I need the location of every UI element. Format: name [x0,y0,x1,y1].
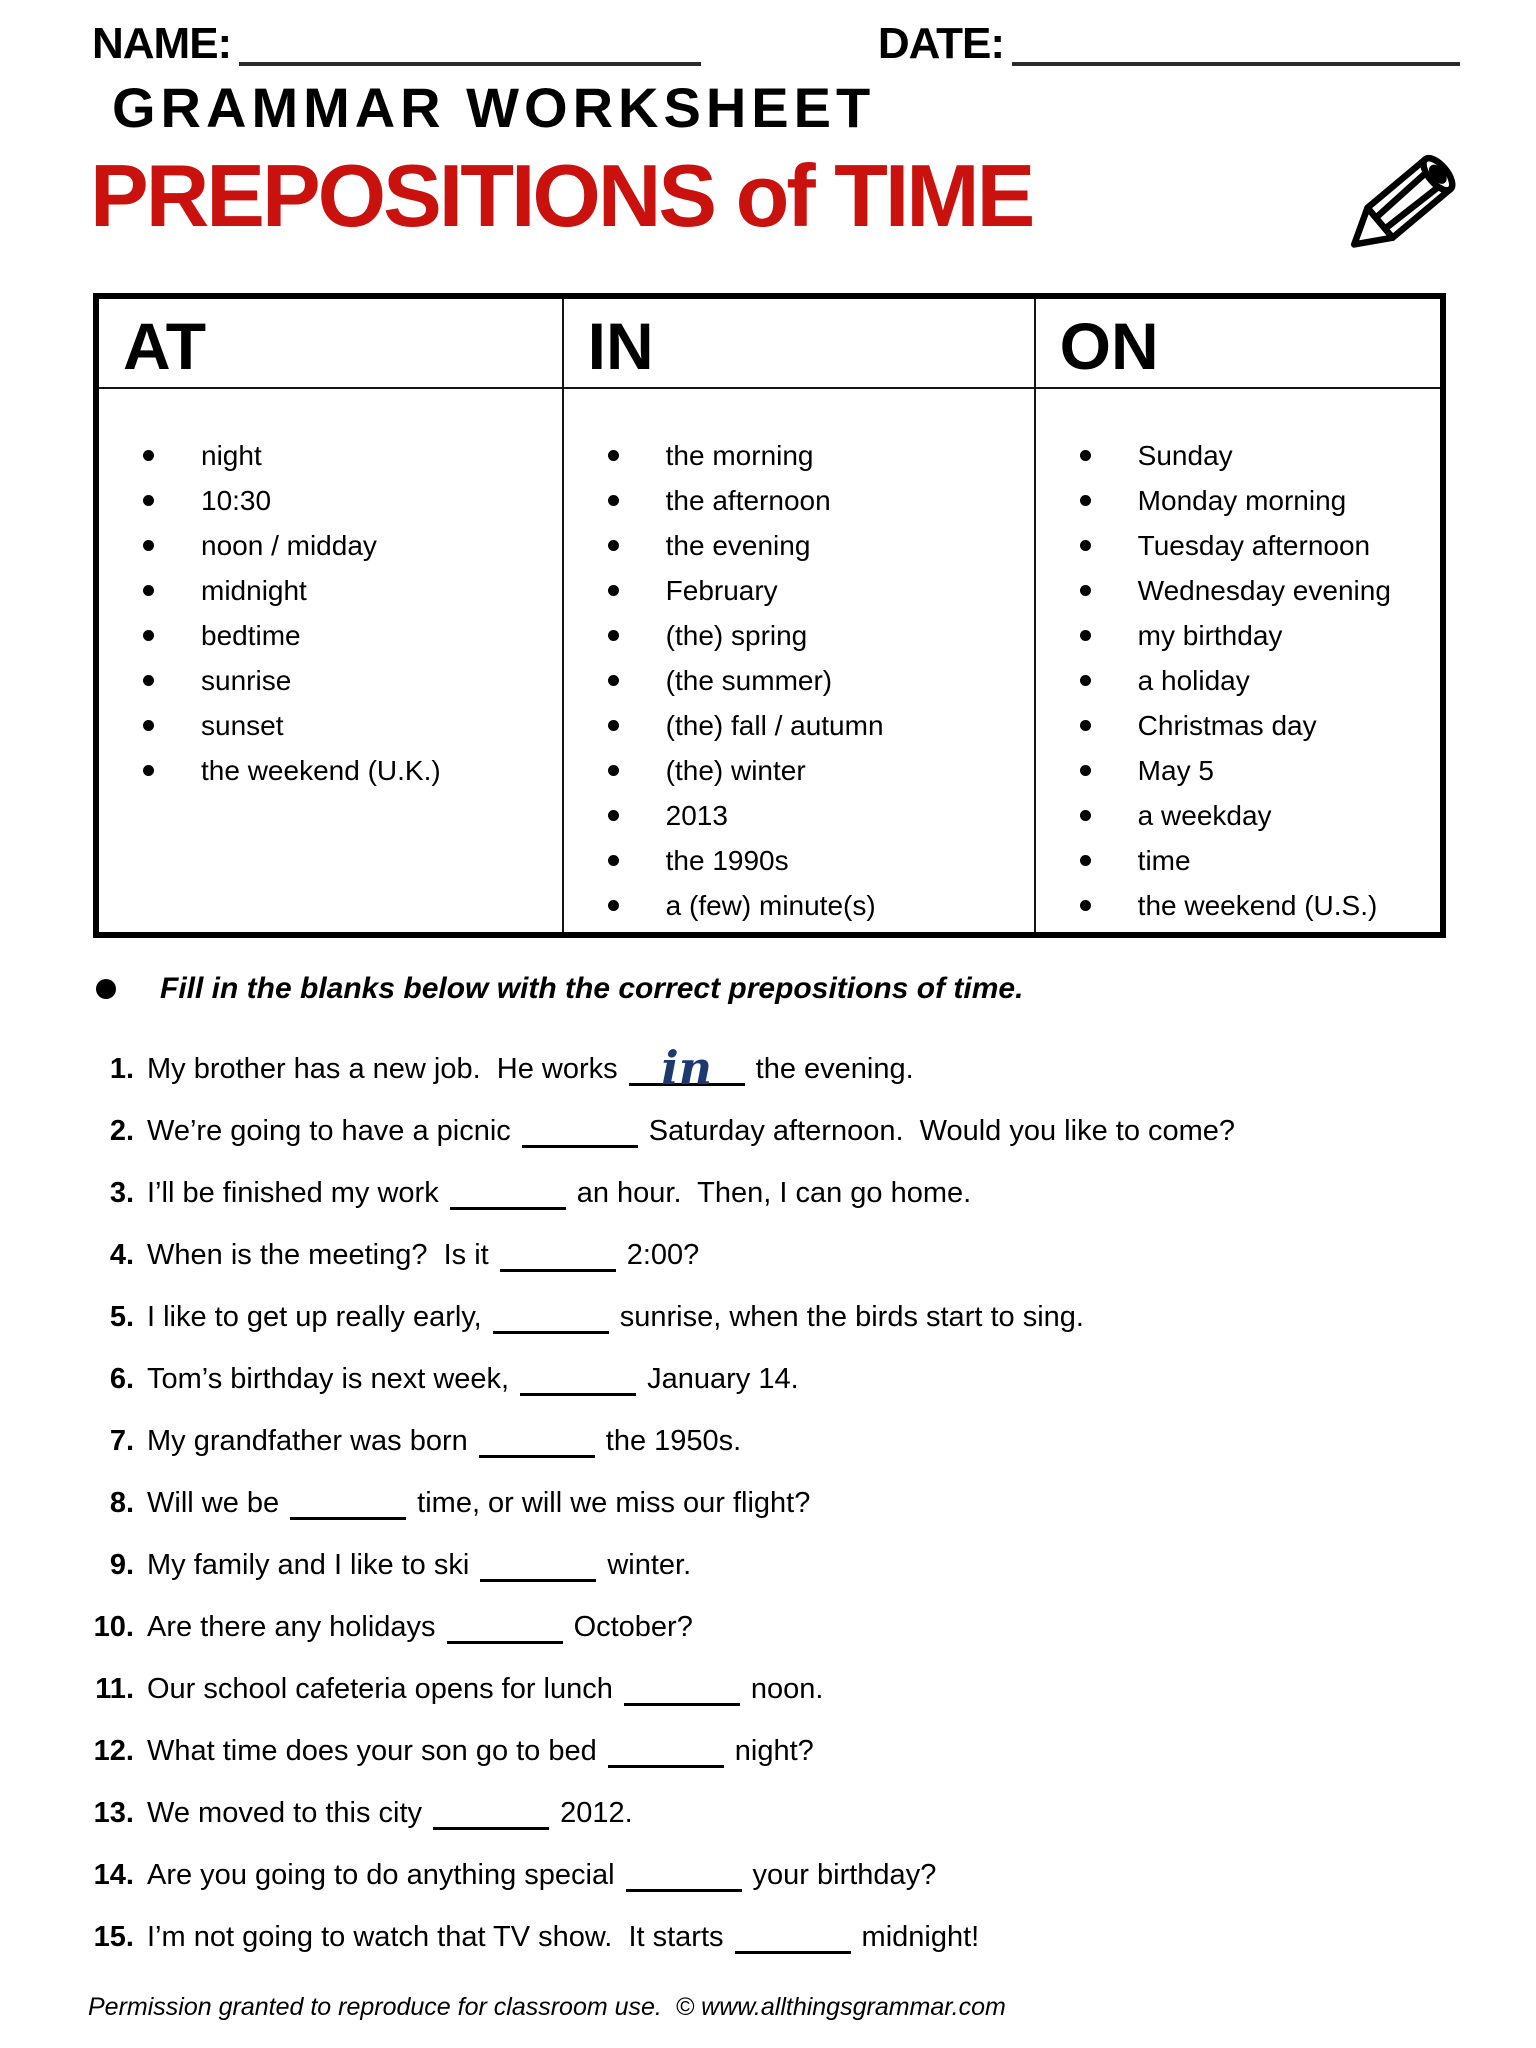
question-row [90,1596,1510,1658]
list-item: Christmas day [1036,703,1440,748]
list-item: a weekday [1036,793,1440,838]
worksheet-type-heading: GRAMMAR WORKSHEET [112,76,876,139]
list-item: the morning [564,433,1034,478]
question-row [90,1410,1510,1472]
question-pre-text: My grandfather was born [147,1425,468,1457]
question-number: 6. [109,1363,134,1395]
question-row [90,1782,1510,1844]
list-item: time [1036,838,1440,883]
question-row [90,1906,1510,1968]
question-row [90,1038,1510,1100]
name-date-row [92,19,1460,68]
question-row [90,1100,1510,1162]
name-input-line[interactable] [239,26,701,66]
date-label: DATE: [877,19,1004,68]
question-row [90,1658,1510,1720]
question-pre-text: When is the meeting? Is it [147,1239,489,1271]
list-item: my birthday [1036,613,1440,658]
question-pre-text: Are there any holidays [147,1611,436,1643]
answer-blank[interactable] [479,1428,595,1458]
answer-blank[interactable] [290,1490,406,1520]
question-pre-text: Our school cafeteria opens for lunch [147,1673,613,1705]
list-item: a (few) minute(s) [564,883,1034,928]
date-input-line[interactable] [1012,26,1460,66]
list-item: (the summer) [564,658,1034,703]
column-header-in: IN [564,299,1034,389]
question-post-text: time, or will we miss our flight? [417,1487,811,1519]
question-post-text: noon. [750,1673,824,1705]
question-number: 10. [93,1611,134,1643]
answer-blank[interactable] [500,1242,616,1272]
answer-blank[interactable] [447,1614,563,1644]
question-pre-text: My brother has a new job. He works [147,1053,618,1085]
list-item: February [564,568,1034,613]
question-number: 15. [93,1921,134,1953]
question-pre-text: We’re going to have a picnic [147,1115,511,1147]
question-post-text: an hour. Then, I can go home. [576,1177,972,1209]
answer-blank[interactable] [608,1738,724,1768]
question-post-text: midnight! [861,1921,980,1953]
question-post-text: your birthday? [752,1859,937,1891]
list-item: sunrise [99,658,562,703]
question-row [90,1224,1510,1286]
list-item: bedtime [99,613,562,658]
on-list [1036,433,1440,928]
list-item: a holiday [1036,658,1440,703]
question-post-text: 2012. [560,1797,633,1829]
question-number: 5. [109,1301,134,1333]
question-post-text: winter. [607,1549,692,1581]
questions-section [90,1038,1510,1968]
list-item: the evening [564,523,1034,568]
answer-blank[interactable] [433,1800,549,1830]
at-list [99,433,562,793]
answer-blank[interactable] [450,1180,566,1210]
list-item: Monday morning [1036,478,1440,523]
answer-blank[interactable] [629,1041,745,1095]
question-post-text: January 14. [647,1363,799,1395]
question-post-text: the evening. [755,1053,914,1085]
list-item: 2013 [564,793,1034,838]
question-post-text: Saturday afternoon. Would you like to come? [648,1115,1236,1147]
question-pre-text: We moved to this city [147,1797,423,1829]
list-item: the afternoon [564,478,1034,523]
question-pre-text: Will we be [147,1487,280,1519]
list-item: the 1990s [564,838,1034,883]
question-row [90,1534,1510,1596]
question-number: 13. [93,1797,134,1829]
question-number: 8. [109,1487,134,1519]
table-column-at [99,299,562,932]
in-list [564,433,1034,928]
column-header-on: ON [1036,299,1440,389]
question-number: 2. [109,1115,134,1147]
question-number: 12. [93,1735,134,1767]
pencil-icon [1322,128,1478,284]
question-pre-text: Tom’s birthday is next week, [147,1363,510,1395]
name-label: NAME: [92,19,232,68]
page-title: PREPOSITIONS of TIME [90,146,1033,245]
question-pre-text: I like to get up really early, [147,1301,482,1333]
list-item: the weekend (U.S.) [1036,883,1440,928]
question-pre-text: What time does your son go to bed [147,1735,597,1767]
list-item: May 5 [1036,748,1440,793]
answer-blank[interactable] [626,1862,742,1892]
question-pre-text: Are you going to do anything special [147,1859,615,1891]
list-item: Sunday [1036,433,1440,478]
answer-blank[interactable] [480,1552,596,1582]
question-post-text: 2:00? [626,1239,700,1271]
instruction-row [96,972,1456,1006]
question-number: 11. [95,1673,134,1705]
question-post-text: night? [734,1735,814,1767]
question-number: 4. [109,1239,134,1271]
list-item: noon / midday [99,523,562,568]
question-row [90,1844,1510,1906]
question-number: 14. [93,1859,134,1891]
question-row [90,1286,1510,1348]
question-number: 7. [109,1425,134,1457]
answer-blank[interactable] [493,1304,609,1334]
question-number: 1. [109,1053,134,1085]
answer-blank[interactable] [522,1118,638,1148]
answer-blank[interactable] [735,1924,851,1954]
bullet-icon [96,979,116,999]
question-row [90,1472,1510,1534]
question-number: 3. [109,1177,134,1209]
list-item: (the) spring [564,613,1034,658]
question-post-text: October? [573,1611,693,1643]
list-item: the weekend (U.K.) [99,748,562,793]
list-item: (the) winter [564,748,1034,793]
list-item: 10:30 [99,478,562,523]
question-pre-text: I’m not going to watch that TV show. It starts [147,1921,724,1953]
question-post-text: the 1950s. [605,1425,742,1457]
list-item: (the) fall / autumn [564,703,1034,748]
question-pre-text: I’ll be finished my work [147,1177,439,1209]
question-row [90,1720,1510,1782]
question-row [90,1348,1510,1410]
answer-blank[interactable] [520,1366,636,1396]
question-pre-text: My family and I like to ski [147,1549,470,1581]
list-item: Wednesday evening [1036,568,1440,613]
instruction-text: Fill in the blanks below with the correct prepositions of time. [160,972,1024,1005]
table-column-in [562,299,1034,932]
prepositions-table [93,293,1446,938]
answer-blank[interactable] [624,1676,740,1706]
list-item: Tuesday afternoon [1036,523,1440,568]
footer-copyright: Permission granted to reproduce for classroom use. © www.allthingsgrammar.com [88,1993,1006,2021]
question-number: 9. [109,1549,134,1581]
question-row [90,1162,1510,1224]
list-item: sunset [99,703,562,748]
handwritten-answer: in [661,1041,713,1095]
list-item: midnight [99,568,562,613]
column-header-at: AT [99,299,562,389]
question-post-text: sunrise, when the birds start to sing. [619,1301,1084,1333]
list-item: night [99,433,562,478]
table-column-on [1034,299,1440,932]
